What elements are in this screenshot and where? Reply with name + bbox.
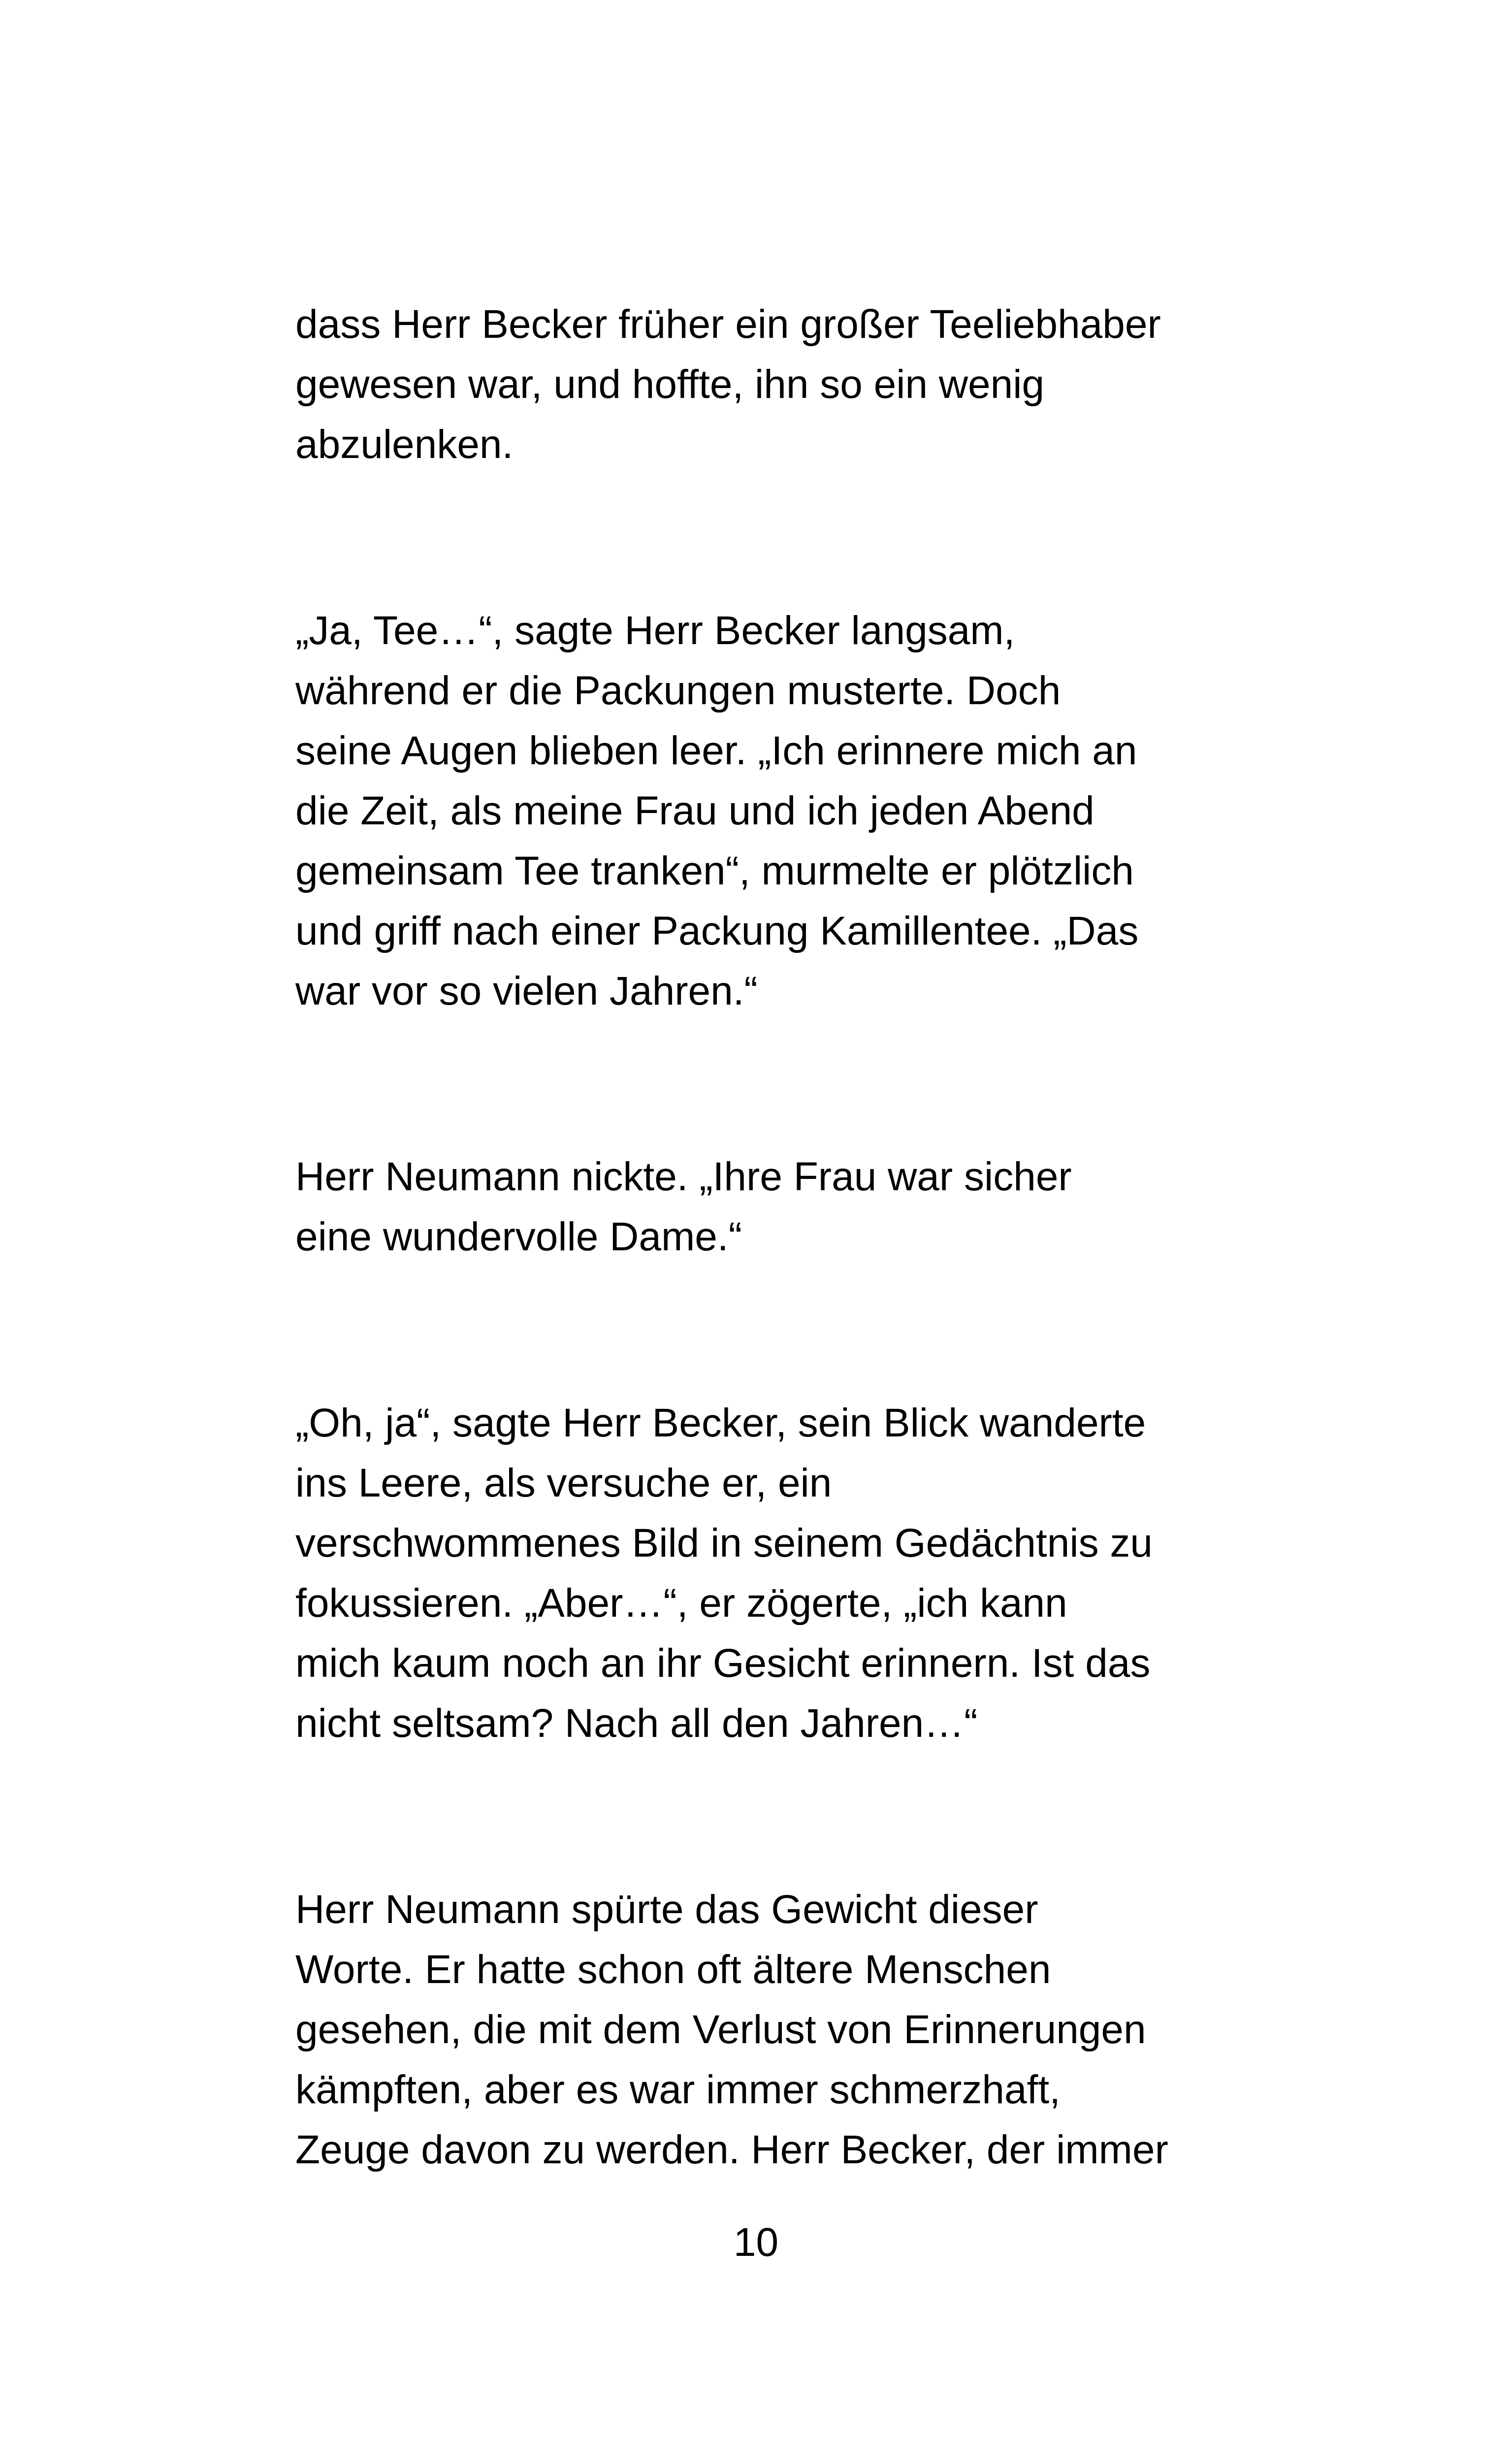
paragraph-line: mich kaum noch an ihr Gesicht erinnern. Ist das: [295, 1641, 1151, 1686]
paragraph-line: kämpften, aber es war immer schmerzhaft,: [295, 2067, 1061, 2112]
paragraph-3: [295, 1147, 1255, 1267]
paragraph-line: Herr Neumann spürte das Gewicht dieser: [295, 1887, 1038, 1932]
paragraph-line: Herr Neumann nickte. „Ihre Frau war sicher: [295, 1154, 1072, 1199]
page-number: 10: [733, 2220, 779, 2265]
paragraph-line: nicht seltsam? Nach all den Jahren…“: [295, 1701, 978, 1746]
paragraph-line: gewesen war, und hoffte, ihn so ein wenig: [295, 362, 1045, 407]
paragraph-line: und griff nach einer Packung Kamillentee. „Das: [295, 909, 1139, 953]
paragraph-line: während er die Packungen musterte. Doch: [295, 668, 1061, 713]
paragraph-2: [295, 601, 1255, 1021]
paragraph-line: abzulenken.: [295, 422, 514, 467]
paragraph-1: [295, 294, 1255, 475]
paragraph-line: verschwommenes Bild in seinem Gedächtnis zu: [295, 1521, 1153, 1565]
paragraph-line: dass Herr Becker früher ein großer Teeliebhaber: [295, 302, 1161, 347]
paragraph-line: die Zeit, als meine Frau und ich jeden Abend: [295, 788, 1094, 833]
paragraph-line: war vor so vielen Jahren.“: [295, 969, 758, 1013]
paragraph-line: ins Leere, als versuche er, ein: [295, 1461, 832, 1505]
paragraph-line: eine wundervolle Dame.“: [295, 1214, 742, 1259]
paragraph-line: gesehen, die mit dem Verlust von Erinnerungen: [295, 2007, 1146, 2052]
paragraph-line: Worte. Er hatte schon oft ältere Menschen: [295, 1947, 1051, 1992]
paragraph-5: [295, 1880, 1255, 2180]
paragraph-line: „Oh, ja“, sagte Herr Becker, sein Blick wanderte: [295, 1401, 1146, 1445]
paragraph-line: Zeuge davon zu werden. Herr Becker, der immer: [295, 2127, 1168, 2172]
paragraph-4: [295, 1393, 1255, 1754]
paragraph-line: fokussieren. „Aber…“, er zögerte, „ich kann: [295, 1581, 1067, 1626]
paragraph-line: „Ja, Tee…“, sagte Herr Becker langsam,: [295, 608, 1015, 653]
paragraph-line: gemeinsam Tee tranken“, murmelte er plötzlich: [295, 848, 1134, 893]
paragraph-line: seine Augen blieben leer. „Ich erinnere mich an: [295, 728, 1137, 773]
